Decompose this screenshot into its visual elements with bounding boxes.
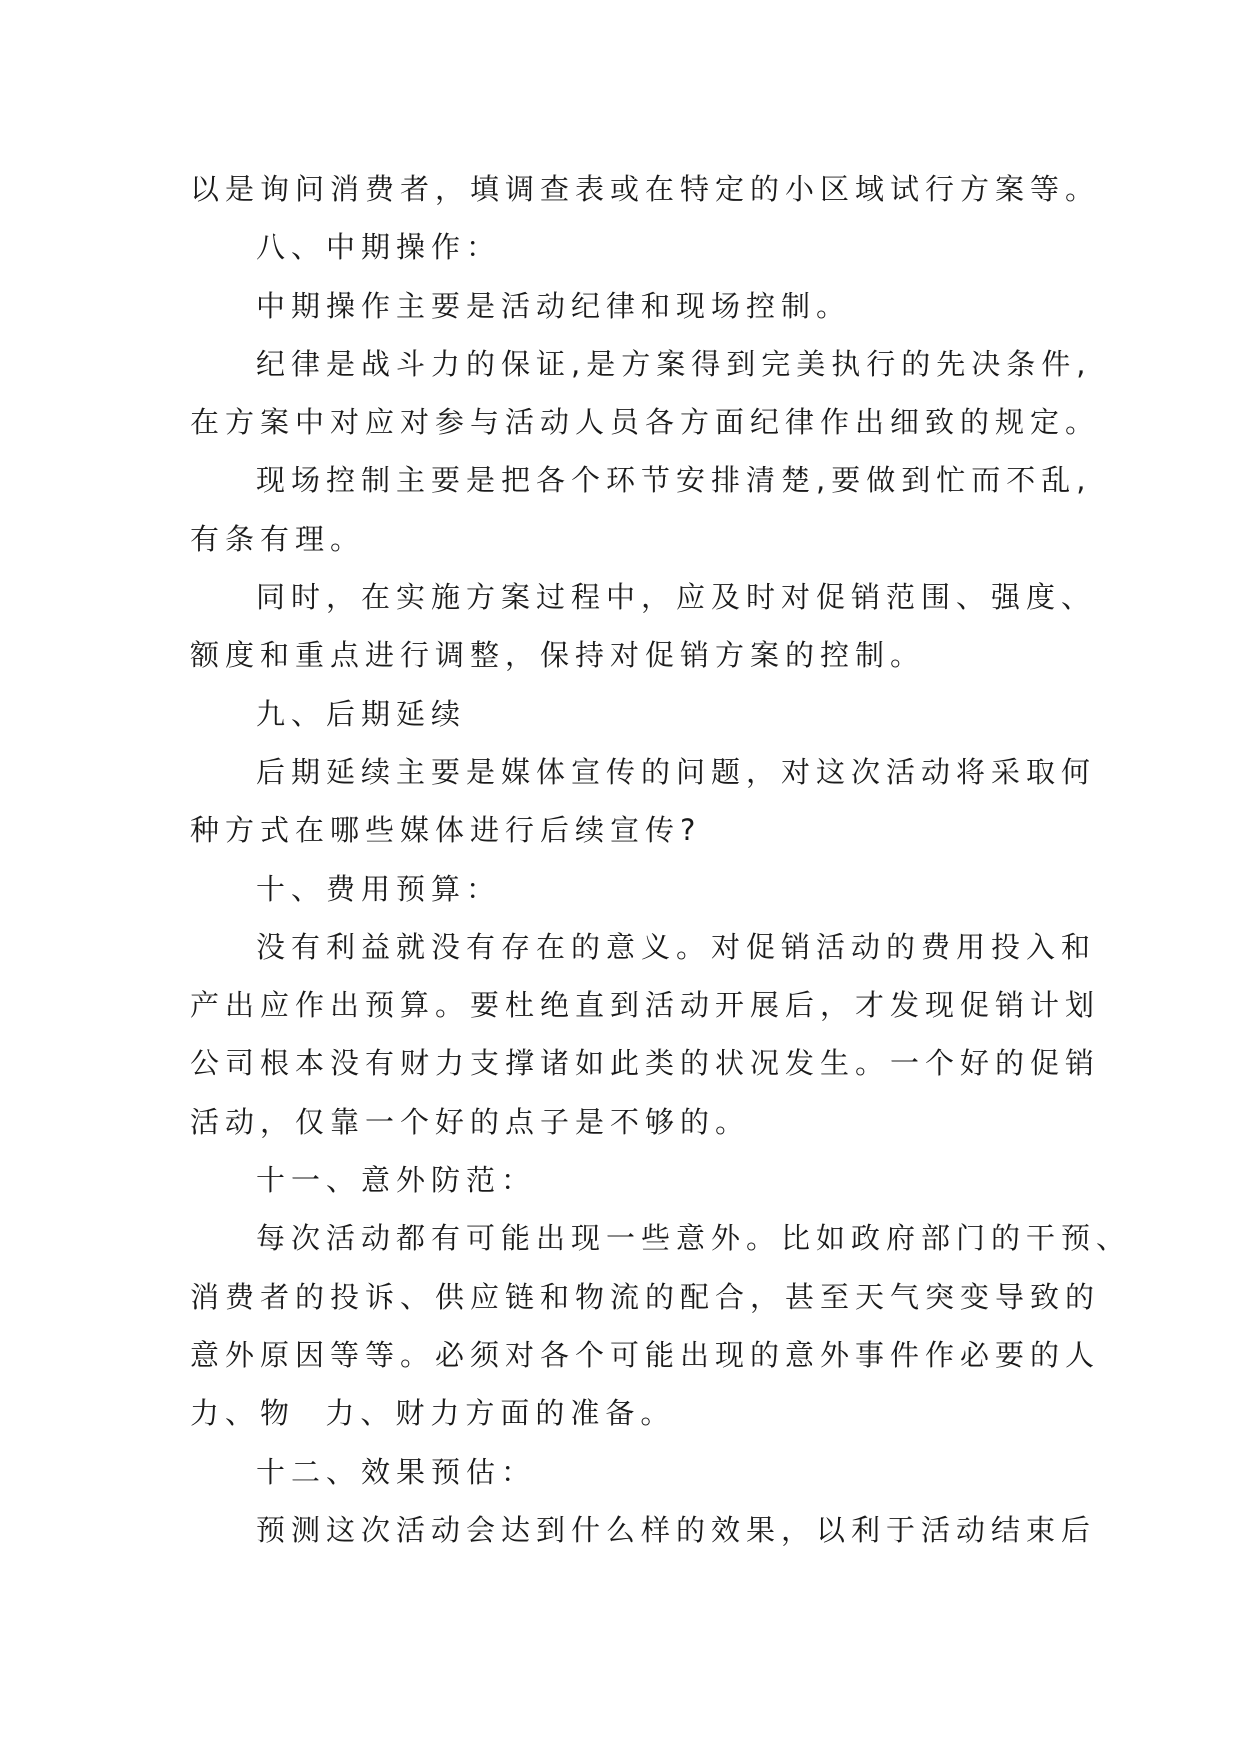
text-line: 后期延续主要是媒体宣传的问题，对这次活动将采取何 <box>256 754 1097 789</box>
text-line: 种方式在哪些媒体进行后续宣传? <box>190 813 702 848</box>
text-line: 产出应作出预算。要杜绝直到活动开展后，才发现促销计划 <box>190 988 1101 1023</box>
text-line: 在方案中对应对参与活动人员各方面纪律作出细致的规定。 <box>190 405 1101 440</box>
text-line: 以是询问消费者，填调查表或在特定的小区域试行方案等。 <box>190 172 1101 206</box>
text-line: 预测这次活动会达到什么样的效果，以利于活动结束后 <box>256 1512 1097 1547</box>
text-line: 消费者的投诉、供应链和物流的配合，甚至天气突变导致的 <box>190 1279 1101 1314</box>
text-line: 额度和重点进行调整，保持对促销方案的控制。 <box>190 638 926 673</box>
document-body <box>190 160 1132 1559</box>
text-line: 现场控制主要是把各个环节安排清楚,要做到忙而不乱, <box>256 463 1092 498</box>
section-heading: 十一、意外防范： <box>256 1163 537 1198</box>
section-heading: 十、费用预算： <box>256 871 502 906</box>
section-heading: 九、后期延续 <box>256 696 467 731</box>
text-line: 活动，仅靠一个好的点子是不够的。 <box>190 1104 751 1139</box>
text-line: 中期操作主要是活动纪律和现场控制。 <box>256 288 852 323</box>
text-line: 同时，在实施方案过程中，应及时对促销范围、强度、 <box>256 580 1097 615</box>
text-line: 有条有理。 <box>190 521 366 556</box>
section-heading: 八、中期操作： <box>256 230 502 265</box>
text-line: 每次活动都有可能出现一些意外。比如政府部门的干预、 <box>256 1221 1132 1256</box>
text-line: 力、物 力、财力方面的准备。 <box>190 1396 676 1431</box>
text-line: 没有利益就没有存在的意义。对促销活动的费用投入和 <box>256 929 1097 964</box>
text-line: 公司根本没有财力支撑诸如此类的状况发生。一个好的促销 <box>190 1046 1101 1081</box>
section-heading: 十二、效果预估： <box>256 1454 537 1489</box>
text-line: 纪律是战斗力的保证,是方案得到完美执行的先决条件, <box>256 346 1092 381</box>
text-line: 意外原因等等。必须对各个可能出现的意外事件作必要的人 <box>190 1337 1101 1372</box>
